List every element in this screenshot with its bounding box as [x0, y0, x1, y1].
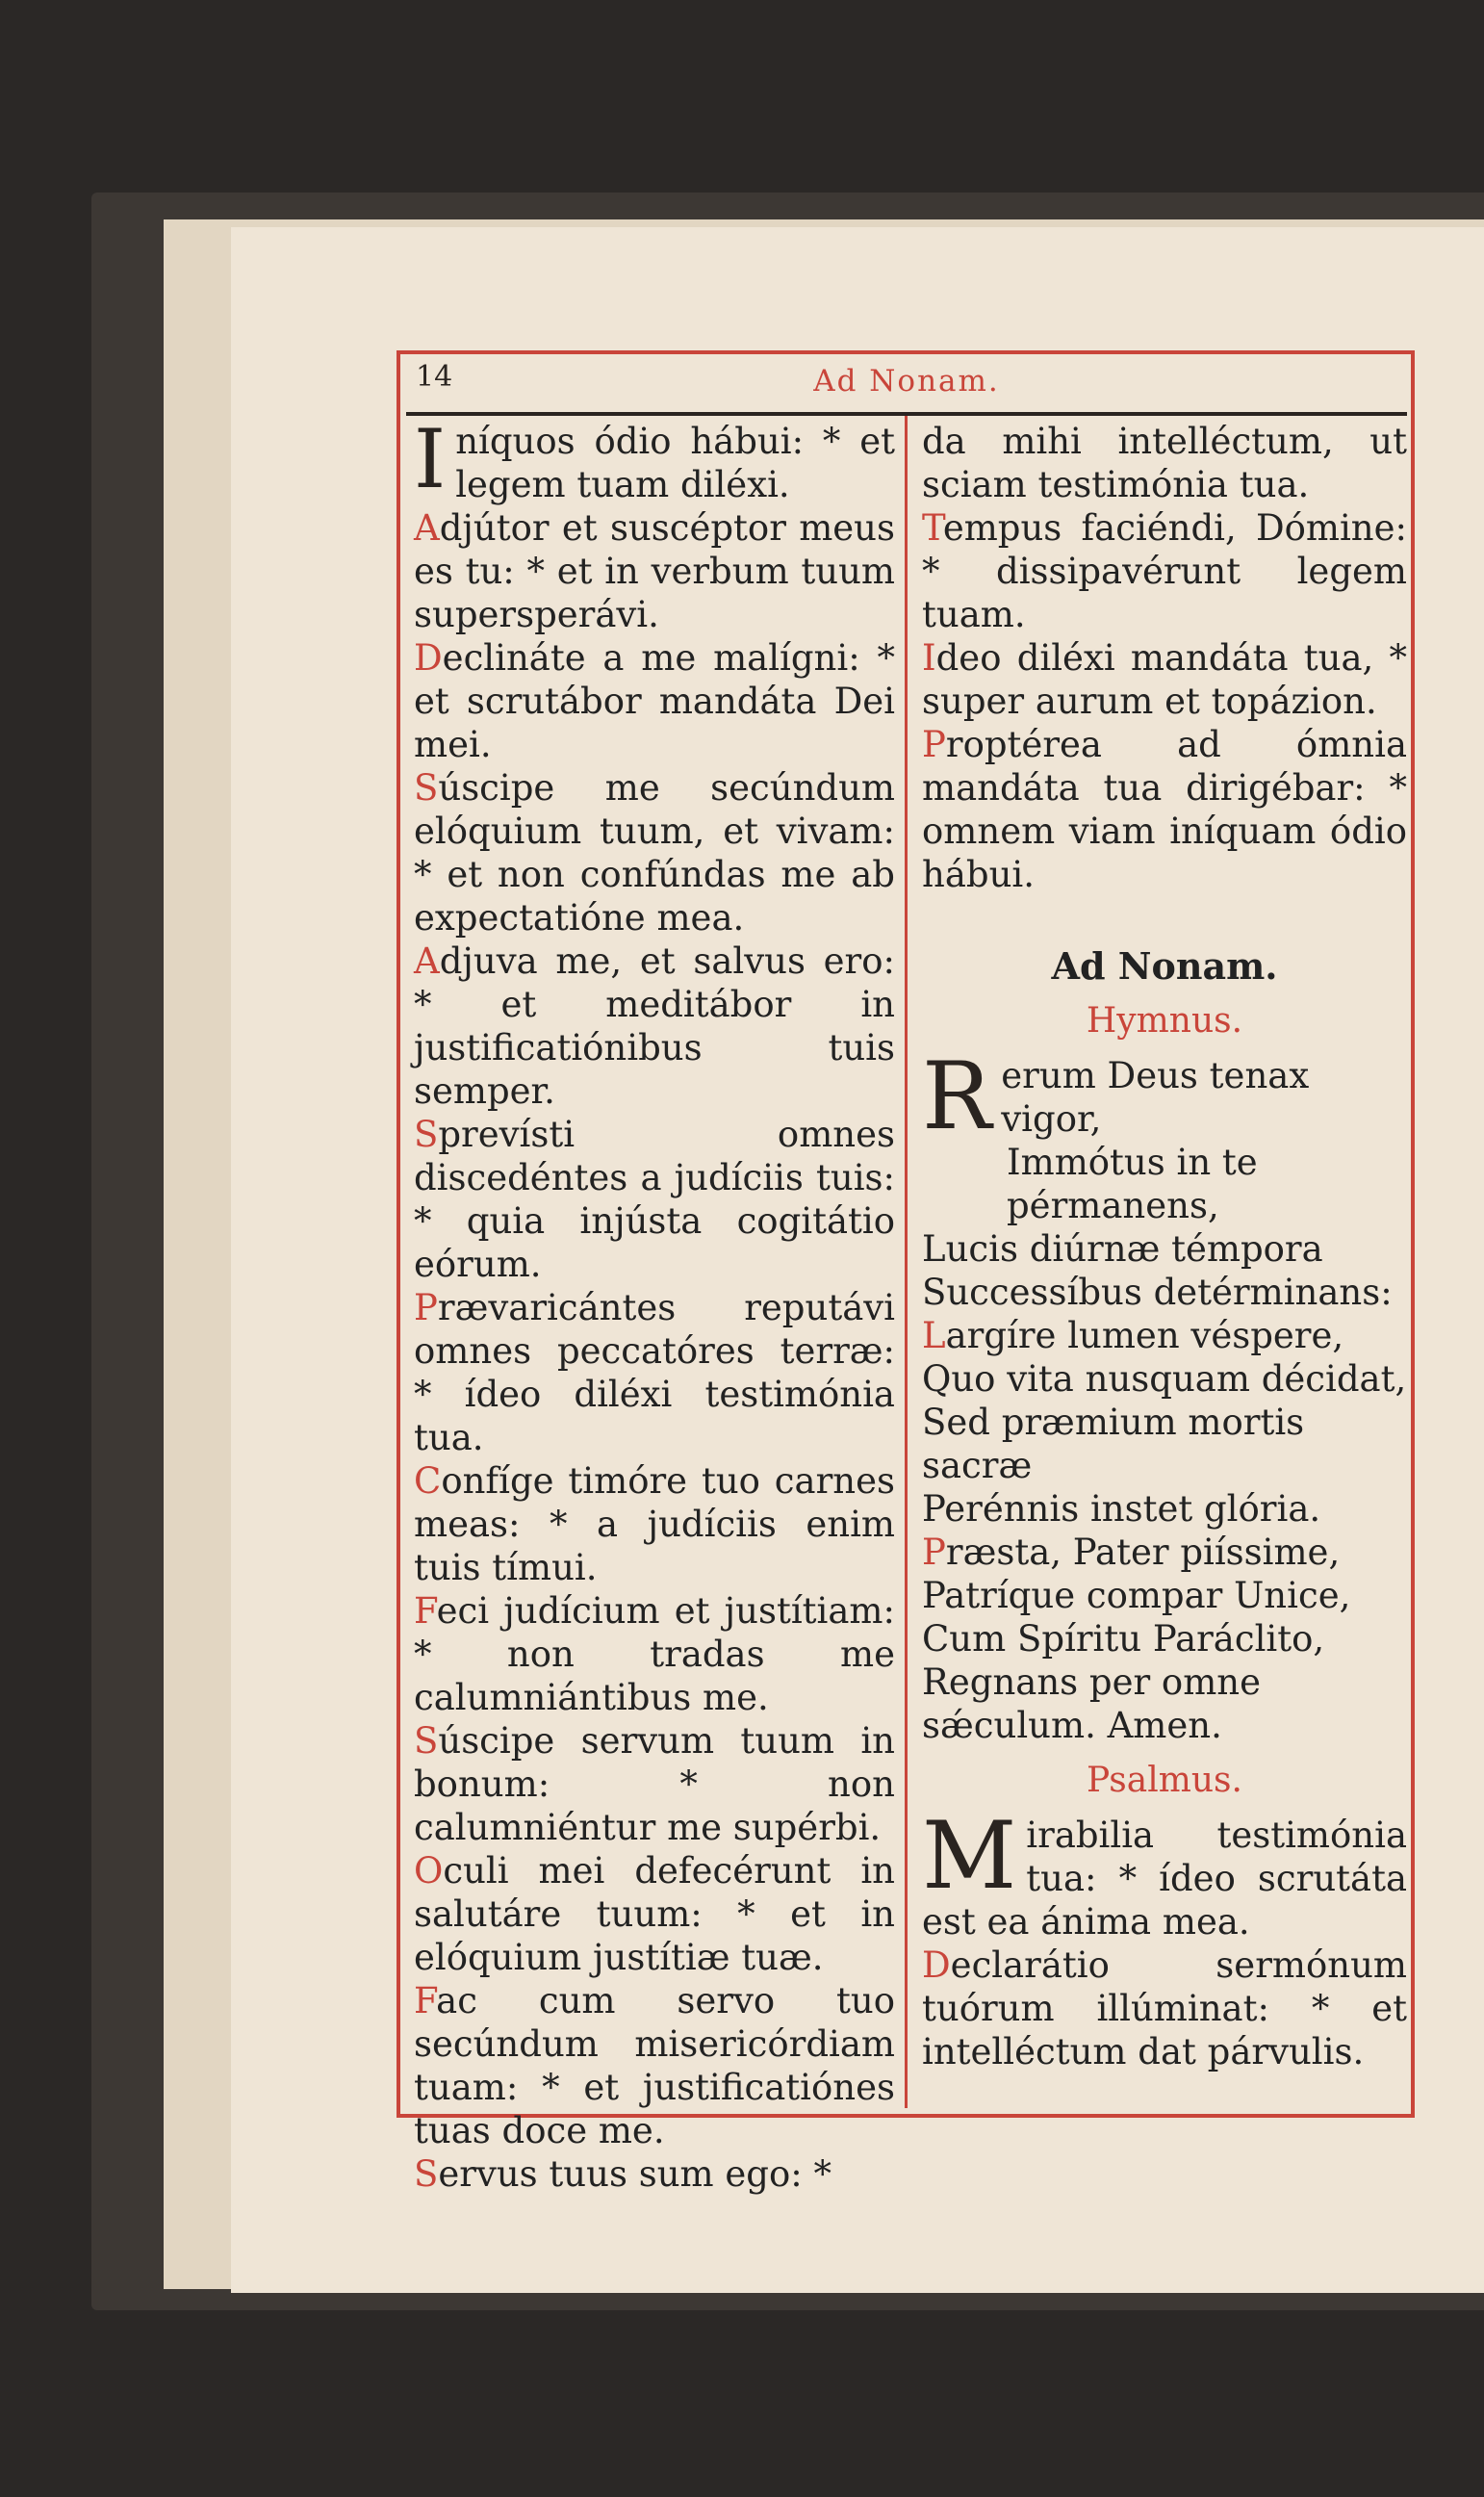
psalm-verses	[922, 1944, 1407, 2073]
verse-text: Lucis diúrnæ témpora	[922, 1228, 1323, 1270]
hymn-lines	[922, 1141, 1407, 1747]
drop-initial: I	[414, 412, 447, 506]
verse	[922, 1314, 1407, 1357]
page-header	[406, 358, 1407, 416]
verse	[922, 1574, 1407, 1617]
verse	[414, 2152, 895, 2196]
verse	[922, 1227, 1407, 1271]
verse-text: argíre lumen véspere,	[945, 1315, 1344, 1356]
verse-text: rævaricántes reputávi omnes peccatóres terræ: * ídeo diléxi testimónia tua.	[414, 1287, 895, 1458]
verse	[922, 1617, 1407, 1660]
verse-text: onfíge timóre tuo carnes meas: * a judíciis enim tuis tímui.	[414, 1460, 895, 1588]
hymn-first-text: erum Deus tenax vigor,	[1001, 1055, 1310, 1140]
verse-text: níquos ódio hábui: * et legem tuam diléxi.	[455, 421, 895, 505]
verse-initial: I	[922, 637, 936, 679]
verse-initial: F	[414, 1980, 437, 2021]
verse-text: Cum Spíritu Paráclito,	[922, 1618, 1325, 1660]
verse	[922, 1357, 1407, 1401]
verse	[414, 766, 895, 940]
verse	[922, 636, 1407, 723]
column-divider	[905, 416, 908, 2108]
verse	[922, 1401, 1407, 1487]
verse-initial: S	[414, 2153, 439, 2195]
verse-initial: D	[922, 1944, 951, 1986]
psalm-label: Psalmus.	[1087, 1761, 1242, 1800]
verse-text: djútor et suscéptor meus es tu: * et in verbum tuum supersperávi.	[414, 507, 895, 635]
verse-initial: S	[414, 1720, 439, 1762]
verse-initial: P	[922, 1532, 946, 1573]
verse	[414, 1719, 895, 1849]
psalm-first-verse	[922, 1802, 1407, 1944]
verse-text: Quo vita nusquam décidat,	[922, 1358, 1407, 1400]
verse-initial: P	[922, 724, 946, 765]
verse-text: úscipe me secúndum elóquium tuum, et vivam: * et non confúndas me ab expectatióne mea.	[414, 767, 895, 939]
verse	[922, 1531, 1407, 1574]
verse-initial: P	[414, 1287, 438, 1328]
hymn-initial: R	[922, 1043, 992, 1150]
verse	[414, 1589, 895, 1719]
verse-initial: S	[414, 1114, 439, 1155]
verse	[414, 506, 895, 636]
verse	[922, 1487, 1407, 1531]
verse-text: Successíbus detérminans:	[922, 1272, 1393, 1313]
verse-text: Patríque compar Unice,	[922, 1575, 1351, 1616]
verse-text: ac cum servo tuo secúndum misericórdiam tuam: * et justificatiónes tuas doce me.	[414, 1980, 895, 2151]
verse-text: Perénnis instet glória.	[922, 1488, 1321, 1530]
page-number: 14	[416, 360, 453, 394]
verse	[414, 636, 895, 766]
verse	[414, 1113, 895, 1286]
verse-text: Immótus in te pérmanens,	[1007, 1142, 1258, 1226]
hymn	[922, 1043, 1407, 1747]
verse	[922, 506, 1407, 636]
verse-text: prevísti omnes discedéntes a judíciis tuis: * quia injústa cogitátio eórum.	[414, 1114, 895, 1285]
verse	[414, 940, 895, 1113]
section-title: Ad Nonam.	[1051, 944, 1278, 988]
verse	[414, 412, 895, 506]
verse-text: Regnans per omne sǽculum. Amen.	[922, 1661, 1262, 1746]
verse-text: culi mei defecérunt in salutáre tuum: * et in elóquium justítiæ tuæ.	[414, 1850, 895, 1978]
left-column	[414, 412, 895, 2196]
hymn-label: Hymnus.	[1086, 1001, 1243, 1041]
verse	[922, 723, 1407, 896]
verse-text: eclarátio sermónum tuórum illúminat: * et intelléctum dat párvulis.	[922, 1944, 1407, 2072]
verse	[922, 1660, 1407, 1747]
verse-text: eclináte a me malígni: * et scrutábor mandáta Dei mei.	[414, 637, 895, 765]
verse-text: empus faciéndi, Dómine: * dissipavérunt legem tuam.	[922, 507, 1407, 635]
verse	[414, 1849, 895, 1979]
verse-initial: F	[414, 1590, 437, 1632]
verse-initial: C	[414, 1460, 442, 1502]
verse-text: deo diléxi mandáta tua, * super aurum et topázion.	[922, 637, 1407, 722]
right-verses	[922, 420, 1407, 896]
verse-text: da mihi intelléctum, ut sciam testimónia tua.	[922, 421, 1407, 505]
verse-text: Sed præmium mortis sacræ	[922, 1402, 1305, 1486]
verse	[922, 1141, 1407, 1227]
verse-initial: A	[414, 940, 440, 982]
verse-text: djuva me, et salvus ero: * et meditábor in justificatiónibus tuis semper.	[414, 940, 895, 1112]
verse-text: eci judícium et justítiam: * non tradas me calumniántibus me.	[414, 1590, 895, 1718]
verse-initial: A	[414, 507, 440, 549]
verse	[414, 1286, 895, 1459]
right-column	[922, 420, 1407, 2073]
psalm-first-text: irabilia testimónia tua: * ídeo scrutáta est ea ánima mea.	[922, 1815, 1407, 1943]
verse	[414, 1459, 895, 1589]
verse-initial: L	[922, 1315, 946, 1356]
verse-text: ervus tuus sum ego: *	[438, 2153, 832, 2195]
running-head: Ad Nonam.	[813, 364, 1000, 399]
verse-text: ræsta, Pater piíssime,	[945, 1532, 1341, 1573]
hymn-first-line	[922, 1043, 1407, 1150]
verse-initial: D	[414, 637, 443, 679]
verse-initial: O	[414, 1850, 444, 1892]
verse	[922, 1271, 1407, 1314]
verse-initial: S	[414, 767, 439, 809]
verse	[414, 1979, 895, 2152]
verse-initial: T	[922, 507, 943, 549]
psalm-initial: M	[922, 1802, 1017, 1910]
verse	[922, 1944, 1407, 2073]
verse-text: roptérea ad ómnia mandáta tua dirigébar: * omnem viam iníquam ódio hábui.	[922, 724, 1407, 895]
verse-text: úscipe servum tuum in bonum: * non calumniéntur me supérbi.	[414, 1720, 895, 1848]
verse	[922, 420, 1407, 506]
